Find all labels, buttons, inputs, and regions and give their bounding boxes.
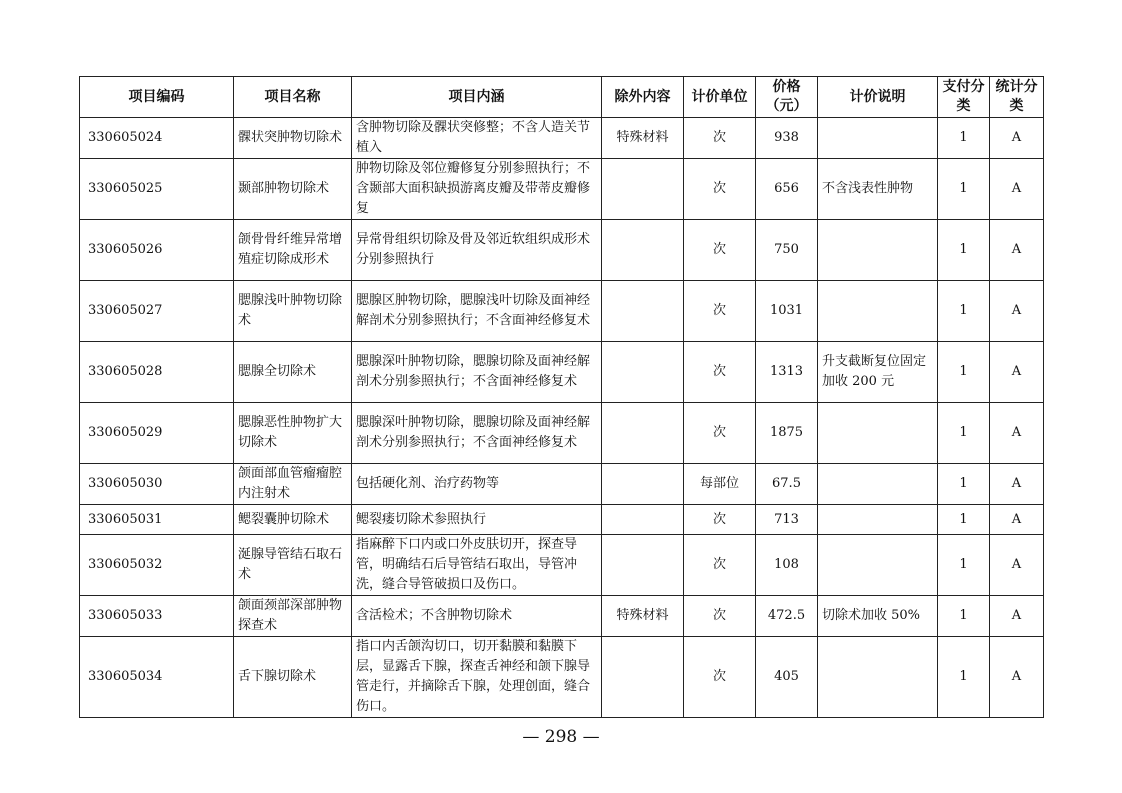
cell-excluded	[602, 535, 684, 596]
cell-unit: 次	[684, 403, 756, 464]
cell-name: 腮腺浅叶肿物切除术	[234, 281, 352, 342]
cell-stat: A	[990, 403, 1044, 464]
cell-excluded: 特殊材料	[602, 118, 684, 159]
cell-code: 330605029	[80, 403, 234, 464]
cell-unit: 次	[684, 220, 756, 281]
header-price: 价格（元）	[756, 77, 818, 118]
cell-unit: 次	[684, 505, 756, 535]
table-row	[80, 281, 1044, 342]
cell-price: 67.5	[756, 464, 818, 505]
cell-content: 包括硬化剂、治疗药物等	[352, 464, 602, 505]
cell-name: 腮腺全切除术	[234, 342, 352, 403]
table-row	[80, 535, 1044, 596]
table-row	[80, 403, 1044, 464]
cell-code: 330605025	[80, 159, 234, 220]
header-unit: 计价单位	[684, 77, 756, 118]
cell-price: 472.5	[756, 596, 818, 637]
table-row	[80, 220, 1044, 281]
cell-note	[818, 505, 938, 535]
cell-stat: A	[990, 118, 1044, 159]
cell-unit: 次	[684, 637, 756, 718]
cell-price: 1875	[756, 403, 818, 464]
cell-code: 330605031	[80, 505, 234, 535]
cell-excluded	[602, 505, 684, 535]
cell-name: 颞部肿物切除术	[234, 159, 352, 220]
cell-payment: 1	[938, 535, 990, 596]
header-stat: 统计分类	[990, 77, 1044, 118]
cell-code: 330605028	[80, 342, 234, 403]
cell-excluded	[602, 159, 684, 220]
cell-content: 异常骨组织切除及骨及邻近软组织成形术分别参照执行	[352, 220, 602, 281]
cell-code: 330605034	[80, 637, 234, 718]
cell-name: 舌下腺切除术	[234, 637, 352, 718]
cell-unit: 次	[684, 596, 756, 637]
cell-price: 938	[756, 118, 818, 159]
cell-price: 713	[756, 505, 818, 535]
page-number: — 298 —	[522, 727, 600, 747]
cell-stat: A	[990, 342, 1044, 403]
cell-name: 鳃裂囊肿切除术	[234, 505, 352, 535]
table-row	[80, 464, 1044, 505]
cell-unit: 每部位	[684, 464, 756, 505]
cell-stat: A	[990, 464, 1044, 505]
cell-excluded	[602, 464, 684, 505]
cell-price: 108	[756, 535, 818, 596]
cell-content: 鳃裂瘘切除术参照执行	[352, 505, 602, 535]
header-excluded: 除外内容	[602, 77, 684, 118]
cell-content: 含肿物切除及髁状突修整；不含人造关节植入	[352, 118, 602, 159]
header-content: 项目内涵	[352, 77, 602, 118]
cell-unit: 次	[684, 535, 756, 596]
cell-payment: 1	[938, 464, 990, 505]
cell-payment: 1	[938, 159, 990, 220]
cell-name: 腮腺恶性肿物扩大切除术	[234, 403, 352, 464]
cell-name: 颌面颈部深部肿物探查术	[234, 596, 352, 637]
table-header-row	[80, 77, 1044, 118]
cell-stat: A	[990, 637, 1044, 718]
cell-price: 656	[756, 159, 818, 220]
cell-stat: A	[990, 281, 1044, 342]
cell-payment: 1	[938, 637, 990, 718]
cell-excluded: 特殊材料	[602, 596, 684, 637]
header-name: 项目名称	[234, 77, 352, 118]
cell-content: 肿物切除及邻位瓣修复分别参照执行；不含颞部大面积缺损游离皮瓣及带蒂皮瓣修复	[352, 159, 602, 220]
cell-note	[818, 403, 938, 464]
table-row	[80, 637, 1044, 718]
cell-unit: 次	[684, 159, 756, 220]
cell-name: 涎腺导管结石取石术	[234, 535, 352, 596]
cell-payment: 1	[938, 281, 990, 342]
cell-payment: 1	[938, 220, 990, 281]
cell-excluded	[602, 637, 684, 718]
cell-code: 330605024	[80, 118, 234, 159]
table-row	[80, 118, 1044, 159]
cell-payment: 1	[938, 403, 990, 464]
cell-payment: 1	[938, 505, 990, 535]
table-row	[80, 596, 1044, 637]
table-row	[80, 342, 1044, 403]
cell-note: 不含浅表性肿物	[818, 159, 938, 220]
cell-stat: A	[990, 220, 1044, 281]
cell-unit: 次	[684, 342, 756, 403]
cell-excluded	[602, 281, 684, 342]
cell-name: 颌面部血管瘤瘤腔内注射术	[234, 464, 352, 505]
cell-excluded	[602, 403, 684, 464]
cell-name: 颌骨骨纤维异常增殖症切除成形术	[234, 220, 352, 281]
cell-excluded	[602, 342, 684, 403]
cell-content: 含活检术；不含肿物切除术	[352, 596, 602, 637]
table-row	[80, 505, 1044, 535]
header-payment: 支付分类	[938, 77, 990, 118]
cell-content: 腮腺深叶肿物切除，腮腺切除及面神经解剖术分别参照执行；不含面神经修复术	[352, 342, 602, 403]
cell-note	[818, 220, 938, 281]
cell-price: 1031	[756, 281, 818, 342]
cell-content: 腮腺深叶肿物切除，腮腺切除及面神经解剖术分别参照执行；不含面神经修复术	[352, 403, 602, 464]
cell-unit: 次	[684, 118, 756, 159]
cell-unit: 次	[684, 281, 756, 342]
cell-stat: A	[990, 159, 1044, 220]
cell-stat: A	[990, 505, 1044, 535]
cell-content: 指口内舌颌沟切口，切开黏膜和黏膜下层，显露舌下腺，探查舌神经和颌下腺导管走行，并摘除舌下腺，处理创面，缝合伤口。	[352, 637, 602, 718]
cell-stat: A	[990, 535, 1044, 596]
cell-note	[818, 281, 938, 342]
cell-stat: A	[990, 596, 1044, 637]
cell-content: 指麻醉下口内或口外皮肤切开，探查导管，明确结石后导管结石取出，导管冲洗，缝合导管破损口及伤口。	[352, 535, 602, 596]
cell-price: 1313	[756, 342, 818, 403]
cell-note: 切除术加收 50%	[818, 596, 938, 637]
cell-code: 330605032	[80, 535, 234, 596]
cell-note: 升支截断复位固定加收 200 元	[818, 342, 938, 403]
header-code: 项目编码	[80, 77, 234, 118]
table-row	[80, 159, 1044, 220]
cell-code: 330605030	[80, 464, 234, 505]
header-note: 计价说明	[818, 77, 938, 118]
cell-price: 405	[756, 637, 818, 718]
cell-name: 髁状突肿物切除术	[234, 118, 352, 159]
price-table	[79, 76, 1044, 718]
cell-note	[818, 464, 938, 505]
cell-payment: 1	[938, 342, 990, 403]
price-table-container	[79, 76, 1043, 718]
cell-payment: 1	[938, 596, 990, 637]
cell-code: 330605026	[80, 220, 234, 281]
cell-price: 750	[756, 220, 818, 281]
cell-note	[818, 535, 938, 596]
cell-code: 330605027	[80, 281, 234, 342]
cell-content: 腮腺区肿物切除，腮腺浅叶切除及面神经解剖术分别参照执行；不含面神经修复术	[352, 281, 602, 342]
cell-payment: 1	[938, 118, 990, 159]
cell-excluded	[602, 220, 684, 281]
cell-code: 330605033	[80, 596, 234, 637]
cell-note	[818, 637, 938, 718]
cell-note	[818, 118, 938, 159]
